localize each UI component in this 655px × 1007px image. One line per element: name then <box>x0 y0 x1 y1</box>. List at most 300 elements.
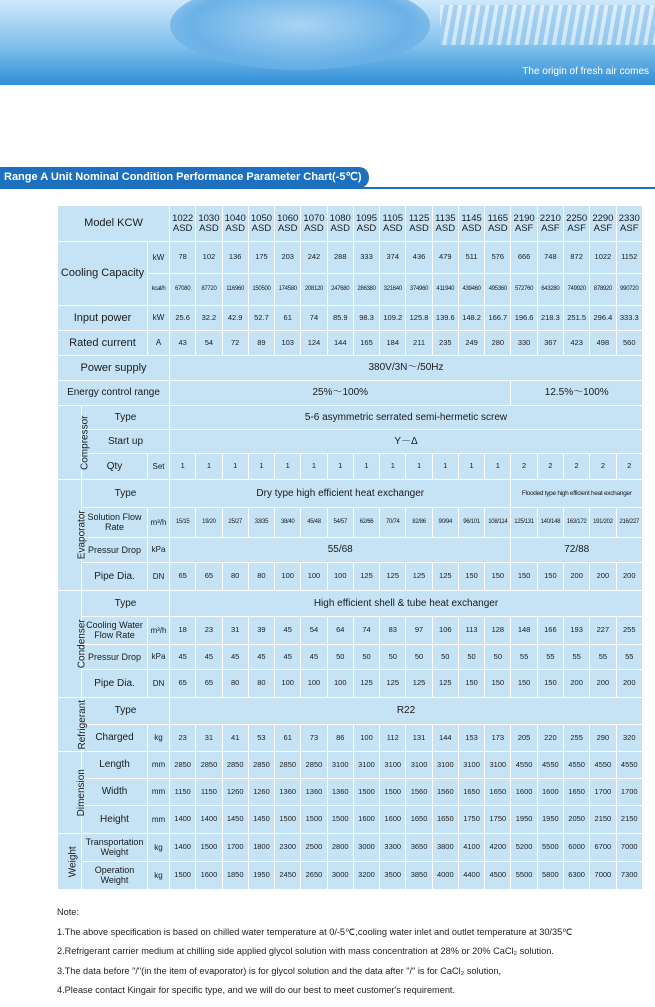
unit-cell: mm <box>148 806 170 834</box>
value-cell: 3000 <box>353 834 379 862</box>
value-cell: 50 <box>406 645 432 670</box>
value-cell: 1850 <box>222 862 248 890</box>
value-cell: 100 <box>327 563 353 591</box>
power-supply-value: 380V/3N～/50Hz <box>170 356 643 381</box>
value-cell: 6700 <box>590 834 616 862</box>
value-cell: 4400 <box>458 862 484 890</box>
value-cell: 19/20 <box>196 508 222 538</box>
value-cell: 100 <box>353 725 379 752</box>
value-cell: 423 <box>564 331 590 356</box>
value-cell: 872 <box>564 242 590 274</box>
value-cell: 235 <box>432 331 458 356</box>
value-cell: 32.2 <box>196 306 222 331</box>
value-cell: 479 <box>432 242 458 274</box>
value-cell: 100 <box>327 670 353 698</box>
value-cell: 878920 <box>590 274 616 306</box>
model-label: Model KCW <box>58 206 170 242</box>
model-cell: 1145 ASD <box>458 206 484 242</box>
value-cell: 128 <box>485 617 511 645</box>
section-divider <box>0 187 655 189</box>
value-cell: 86 <box>327 725 353 752</box>
value-cell: 25.6 <box>170 306 196 331</box>
model-cell: 1030 ASD <box>196 206 222 242</box>
value-cell: 3850 <box>406 862 432 890</box>
value-cell: 1022 <box>590 242 616 274</box>
value-cell: 1700 <box>590 779 616 806</box>
value-cell: 439460 <box>458 274 484 306</box>
value-cell: 153 <box>458 725 484 752</box>
value-cell: 125 <box>406 563 432 591</box>
value-cell: 2150 <box>616 806 642 834</box>
value-cell: 1 <box>353 454 379 480</box>
value-cell: 65 <box>196 670 222 698</box>
notes-section <box>57 903 655 1001</box>
value-cell: 74 <box>353 617 379 645</box>
value-cell: 2050 <box>564 806 590 834</box>
value-cell: 411940 <box>432 274 458 306</box>
value-cell: 218.3 <box>537 306 563 331</box>
value-cell: 498 <box>590 331 616 356</box>
evaporator-flow-label: Solution Flow Rate <box>82 508 148 538</box>
value-cell: 333 <box>353 242 379 274</box>
refrigerant-charged-label: Charged <box>82 725 148 752</box>
value-cell: 320 <box>616 725 642 752</box>
table-row-condenser-type <box>58 591 643 617</box>
value-cell: 42.9 <box>222 306 248 331</box>
value-cell: 1260 <box>248 779 274 806</box>
value-cell: 173 <box>485 725 511 752</box>
value-cell: 2 <box>616 454 642 480</box>
value-cell: 148.2 <box>458 306 484 331</box>
value-cell: 200 <box>590 670 616 698</box>
value-cell: 3800 <box>432 834 458 862</box>
value-cell: 96/101 <box>458 508 484 538</box>
value-cell: 45 <box>275 645 301 670</box>
value-cell: 2850 <box>301 752 327 779</box>
model-cell: 1135 ASD <box>432 206 458 242</box>
value-cell: 436 <box>406 242 432 274</box>
value-cell: 255 <box>616 617 642 645</box>
value-cell: 2850 <box>222 752 248 779</box>
unit-cell: kcal/h <box>148 274 170 306</box>
value-cell: 200 <box>616 670 642 698</box>
value-cell: 50 <box>353 645 379 670</box>
table-row-energy-control <box>58 381 643 406</box>
value-cell: 1750 <box>458 806 484 834</box>
value-cell: 4550 <box>616 752 642 779</box>
value-cell: 1950 <box>248 862 274 890</box>
value-cell: 200 <box>564 670 590 698</box>
value-cell: 1 <box>170 454 196 480</box>
value-cell: 2850 <box>170 752 196 779</box>
value-cell: 125 <box>353 563 379 591</box>
table-row-condenser-pipe <box>58 670 643 698</box>
value-cell: 2800 <box>327 834 353 862</box>
weight-group-label: Weight <box>58 834 82 890</box>
unit-cell: kW <box>148 306 170 331</box>
section-title: Range A Unit Nominal Condition Performance Parameter Chart(-5℃) <box>0 167 369 188</box>
value-cell: 64 <box>327 617 353 645</box>
value-cell: 54/57 <box>327 508 353 538</box>
value-cell: 116960 <box>222 274 248 306</box>
unit-cell: kW <box>148 242 170 274</box>
model-cell: 1080 ASD <box>327 206 353 242</box>
value-cell: 3300 <box>380 834 406 862</box>
value-cell: 6300 <box>564 862 590 890</box>
note-item: 1.The above specification is based on chilled water temperature at 0/-5℃,cooling water inlet and outlet temperature at 30/35℃ <box>57 926 573 937</box>
table-row-weight-operation <box>58 862 643 890</box>
value-cell: 990720 <box>616 274 642 306</box>
value-cell: 2450 <box>275 862 301 890</box>
value-cell: 150500 <box>248 274 274 306</box>
value-cell: 2 <box>537 454 563 480</box>
value-cell: 150 <box>537 670 563 698</box>
value-cell: 125 <box>380 670 406 698</box>
table-row-compressor-type <box>58 406 643 430</box>
model-cell: 1022 ASD <box>170 206 196 242</box>
value-cell: 4550 <box>537 752 563 779</box>
value-cell: 150 <box>458 670 484 698</box>
value-cell: 166 <box>537 617 563 645</box>
value-cell: 136 <box>222 242 248 274</box>
value-cell: 87720 <box>196 274 222 306</box>
value-cell: 53 <box>248 725 274 752</box>
value-cell: 3100 <box>458 752 484 779</box>
value-cell: 108/114 <box>485 508 511 538</box>
value-cell: 1700 <box>616 779 642 806</box>
value-cell: 3500 <box>380 862 406 890</box>
unit-cell: kg <box>148 725 170 752</box>
value-cell: 67080 <box>170 274 196 306</box>
note-item: 3.The data before "/"(in the item of evaporator) is for glycol solution and the data after "/" is for CaCl₂ solution, <box>57 965 502 976</box>
value-cell: 45 <box>170 645 196 670</box>
value-cell: 50 <box>458 645 484 670</box>
value-cell: 249 <box>458 331 484 356</box>
value-cell: 31 <box>222 617 248 645</box>
table-row-condenser-flow <box>58 617 643 645</box>
refrigerant-type-value: R22 <box>170 698 643 725</box>
value-cell: 1500 <box>353 779 379 806</box>
value-cell: 62/66 <box>353 508 379 538</box>
value-cell: 1 <box>196 454 222 480</box>
value-cell: 196.6 <box>511 306 537 331</box>
value-cell: 1 <box>248 454 274 480</box>
unit-cell: mm <box>148 779 170 806</box>
evaporator-drop-label: Pressur Drop <box>82 538 148 563</box>
value-cell: 288 <box>327 242 353 274</box>
value-cell: 1650 <box>432 806 458 834</box>
value-cell: 191/202 <box>590 508 616 538</box>
condenser-type-value: High efficient shell & tube heat exchanger <box>170 591 643 617</box>
value-cell: 2650 <box>301 862 327 890</box>
value-cell: 7000 <box>590 862 616 890</box>
value-cell: 174580 <box>275 274 301 306</box>
compressor-type-label: Type <box>82 406 170 430</box>
weight-operation-label: Operation Weight <box>82 862 148 890</box>
value-cell: 1 <box>406 454 432 480</box>
table-row-power-supply <box>58 356 643 381</box>
value-cell: 1600 <box>537 779 563 806</box>
value-cell: 3100 <box>380 752 406 779</box>
value-cell: 1 <box>458 454 484 480</box>
value-cell: 200 <box>564 563 590 591</box>
value-cell: 150 <box>511 670 537 698</box>
table-row-evaporator-flow <box>58 508 643 538</box>
value-cell: 511 <box>458 242 484 274</box>
model-cell: 1125 ASD <box>406 206 432 242</box>
value-cell: 70/74 <box>380 508 406 538</box>
value-cell: 1500 <box>380 779 406 806</box>
unit-cell: A <box>148 331 170 356</box>
value-cell: 38/40 <box>275 508 301 538</box>
value-cell: 1152 <box>616 242 642 274</box>
condenser-pipe-label: Pipe Dia. <box>82 670 148 698</box>
value-cell: 175 <box>248 242 274 274</box>
value-cell: 100 <box>275 670 301 698</box>
value-cell: 6000 <box>564 834 590 862</box>
value-cell: 2 <box>564 454 590 480</box>
refrigerant-group-label: Refrigerant <box>58 698 82 752</box>
unit-cell: m³/h <box>148 508 170 538</box>
value-cell: 1650 <box>406 806 432 834</box>
value-cell: 109.2 <box>380 306 406 331</box>
value-cell: 1650 <box>485 779 511 806</box>
value-cell: 1500 <box>301 806 327 834</box>
value-cell: 2300 <box>275 834 301 862</box>
value-cell: 166.7 <box>485 306 511 331</box>
value-cell: 2850 <box>248 752 274 779</box>
value-cell: 125 <box>406 670 432 698</box>
value-cell: 2500 <box>301 834 327 862</box>
value-cell: 216/227 <box>616 508 642 538</box>
value-cell: 90/94 <box>432 508 458 538</box>
value-cell: 3100 <box>327 752 353 779</box>
value-cell: 184 <box>380 331 406 356</box>
table-row-evaporator-pipe <box>58 563 643 591</box>
value-cell: 1150 <box>196 779 222 806</box>
value-cell: 4550 <box>564 752 590 779</box>
table-row-rated-current <box>58 331 643 356</box>
value-cell: 106 <box>432 617 458 645</box>
value-cell: 131 <box>406 725 432 752</box>
value-cell: 2150 <box>590 806 616 834</box>
banner-decoration <box>170 0 430 70</box>
value-cell: 165 <box>353 331 379 356</box>
value-cell: 50 <box>380 645 406 670</box>
value-cell: 148 <box>511 617 537 645</box>
value-cell: 125/131 <box>511 508 537 538</box>
value-cell: 112 <box>380 725 406 752</box>
value-cell: 45 <box>301 645 327 670</box>
notes-title: Note: <box>57 907 79 917</box>
unit-cell: mm <box>148 752 170 779</box>
value-cell: 1600 <box>196 862 222 890</box>
value-cell: 150 <box>458 563 484 591</box>
value-cell: 251.5 <box>564 306 590 331</box>
value-cell: 1750 <box>485 806 511 834</box>
value-cell: 144 <box>432 725 458 752</box>
value-cell: 205 <box>511 725 537 752</box>
value-cell: 1260 <box>222 779 248 806</box>
value-cell: 7300 <box>616 862 642 890</box>
value-cell: 1800 <box>248 834 274 862</box>
value-cell: 1500 <box>170 862 196 890</box>
table-row-condenser-drop <box>58 645 643 670</box>
unit-cell: kPa <box>148 538 170 563</box>
value-cell: 140/148 <box>537 508 563 538</box>
value-cell: 50 <box>432 645 458 670</box>
value-cell: 72 <box>222 331 248 356</box>
value-cell: 1560 <box>406 779 432 806</box>
energy-control-asd: 25%～100% <box>170 381 511 406</box>
value-cell: 1 <box>432 454 458 480</box>
value-cell: 125 <box>432 563 458 591</box>
value-cell: 1 <box>301 454 327 480</box>
value-cell: 1950 <box>537 806 563 834</box>
value-cell: 150 <box>537 563 563 591</box>
value-cell: 1150 <box>170 779 196 806</box>
value-cell: 1450 <box>248 806 274 834</box>
value-cell: 65 <box>170 670 196 698</box>
value-cell: 203 <box>275 242 301 274</box>
value-cell: 1 <box>275 454 301 480</box>
table-row-dimension-width <box>58 779 643 806</box>
banner-decoration-stripes <box>440 5 655 45</box>
compressor-group-label: Compressor <box>58 406 82 480</box>
value-cell: 41 <box>222 725 248 752</box>
table-row-refrigerant-charged <box>58 725 643 752</box>
value-cell: 1560 <box>432 779 458 806</box>
evaporator-type-asd: Dry type high efficient heat exchanger <box>170 480 511 508</box>
value-cell: 4000 <box>432 862 458 890</box>
value-cell: 55 <box>590 645 616 670</box>
compressor-qty-label: Qty <box>82 454 148 480</box>
value-cell: 5500 <box>511 862 537 890</box>
value-cell: 1600 <box>380 806 406 834</box>
value-cell: 290 <box>590 725 616 752</box>
value-cell: 15/15 <box>170 508 196 538</box>
value-cell: 4550 <box>511 752 537 779</box>
value-cell: 80 <box>222 670 248 698</box>
value-cell: 55 <box>511 645 537 670</box>
weight-transport-label: Transportation Weight <box>82 834 148 862</box>
value-cell: 89 <box>248 331 274 356</box>
value-cell: 5500 <box>537 834 563 862</box>
value-cell: 2850 <box>196 752 222 779</box>
value-cell: 749920 <box>564 274 590 306</box>
value-cell: 3100 <box>406 752 432 779</box>
value-cell: 1 <box>327 454 353 480</box>
value-cell: 1950 <box>511 806 537 834</box>
value-cell: 321640 <box>380 274 406 306</box>
unit-cell: kg <box>148 834 170 862</box>
value-cell: 61 <box>275 725 301 752</box>
condenser-group-label: Condenser <box>58 591 82 698</box>
value-cell: 1500 <box>196 834 222 862</box>
unit-cell: m³/h <box>148 617 170 645</box>
rated-current-label: Rated current <box>58 331 148 356</box>
value-cell: 5800 <box>537 862 563 890</box>
value-cell: 211 <box>406 331 432 356</box>
model-cell: 2330 ASF <box>616 206 642 242</box>
value-cell: 4100 <box>458 834 484 862</box>
value-cell: 1700 <box>222 834 248 862</box>
cooling-capacity-label: Cooling Capacity <box>58 242 148 306</box>
unit-cell: kg <box>148 862 170 890</box>
value-cell: 65 <box>170 563 196 591</box>
unit-cell: DN <box>148 563 170 591</box>
value-cell: 560 <box>616 331 642 356</box>
table-row-dimension-height <box>58 806 643 834</box>
table-row-cooling-kw <box>58 242 643 274</box>
value-cell: 80 <box>248 563 274 591</box>
table-row-refrigerant-type <box>58 698 643 725</box>
value-cell: 80 <box>248 670 274 698</box>
value-cell: 1450 <box>222 806 248 834</box>
energy-control-asf: 12.5%～100% <box>511 381 643 406</box>
value-cell: 333.3 <box>616 306 642 331</box>
model-cell: 2290 ASF <box>590 206 616 242</box>
value-cell: 54 <box>301 617 327 645</box>
table-row-compressor-startup <box>58 430 643 454</box>
value-cell: 102 <box>196 242 222 274</box>
value-cell: 125 <box>432 670 458 698</box>
value-cell: 1600 <box>511 779 537 806</box>
value-cell: 1400 <box>170 806 196 834</box>
note-item: 2.Refrigerant carrier medium at chilling side applied glycol solution with mass concentration at 28% or 20% CaCl₂ solution. <box>57 946 554 956</box>
value-cell: 65 <box>196 563 222 591</box>
evaporator-type-asf: Flooded type high efficient heat exchanger <box>511 480 643 508</box>
value-cell: 1650 <box>564 779 590 806</box>
table-row-weight-transport <box>58 834 643 862</box>
dimension-length-label: Length <box>82 752 148 779</box>
compressor-startup-value: Y－Δ <box>170 430 643 454</box>
value-cell: 78 <box>170 242 196 274</box>
value-cell: 242 <box>301 242 327 274</box>
unit-cell: kPa <box>148 645 170 670</box>
value-cell: 1360 <box>327 779 353 806</box>
compressor-startup-label: Start up <box>82 430 170 454</box>
table-row-evaporator-type <box>58 480 643 508</box>
condenser-type-label: Type <box>82 591 170 617</box>
value-cell: 572760 <box>511 274 537 306</box>
model-cell: 1070 ASD <box>301 206 327 242</box>
value-cell: 374 <box>380 242 406 274</box>
value-cell: 82/86 <box>406 508 432 538</box>
value-cell: 3000 <box>327 862 353 890</box>
value-cell: 3100 <box>432 752 458 779</box>
value-cell: 1500 <box>327 806 353 834</box>
value-cell: 39 <box>248 617 274 645</box>
model-cell: 1040 ASD <box>222 206 248 242</box>
value-cell: 85.9 <box>327 306 353 331</box>
value-cell: 45 <box>196 645 222 670</box>
value-cell: 5200 <box>511 834 537 862</box>
table-row-compressor-qty <box>58 454 643 480</box>
value-cell: 80 <box>222 563 248 591</box>
value-cell: 25/27 <box>222 508 248 538</box>
table-row-evaporator-drop <box>58 538 643 563</box>
value-cell: 83 <box>380 617 406 645</box>
value-cell: 139.6 <box>432 306 458 331</box>
value-cell: 286380 <box>353 274 379 306</box>
value-cell: 208120 <box>301 274 327 306</box>
value-cell: 2850 <box>275 752 301 779</box>
value-cell: 100 <box>275 563 301 591</box>
dimension-height-label: Height <box>82 806 148 834</box>
value-cell: 97 <box>406 617 432 645</box>
input-power-label: Input power <box>58 306 148 331</box>
